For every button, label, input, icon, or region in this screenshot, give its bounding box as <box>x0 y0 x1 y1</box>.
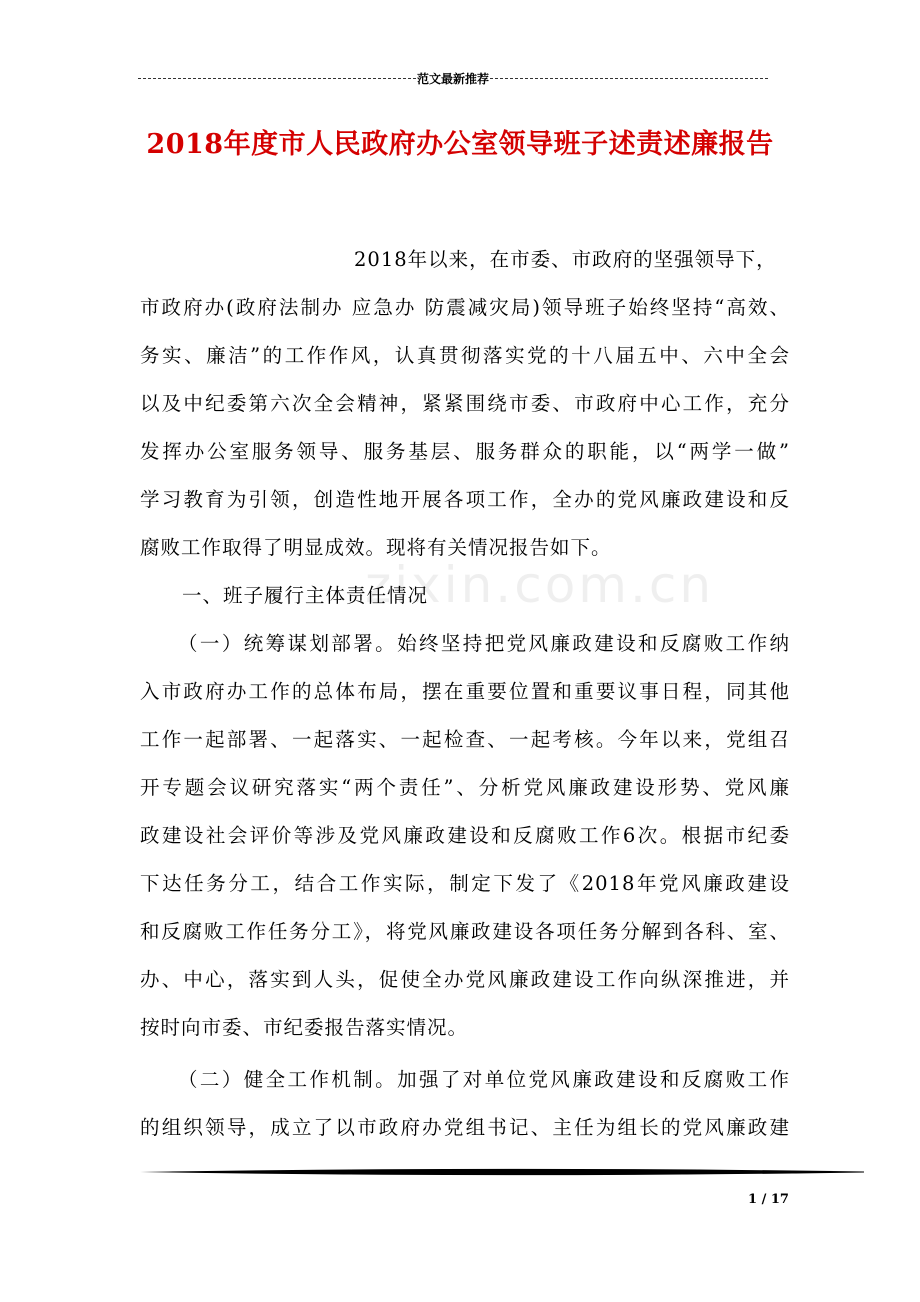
document-title: 2018年度市人民政府办公室领导班子述责述廉报告 <box>146 129 774 160</box>
section-heading: 一、班子履行主体责任情况 <box>182 584 429 607</box>
header-banner <box>138 68 768 88</box>
paragraph-line: 开专题会议研究落实“两个责任”、分析党风廉政建设形势、党风廉 <box>140 776 790 799</box>
paragraph-line: 2018年以来，在市委、市政府的坚强领导下， <box>354 248 777 271</box>
paragraph-line: 的组织领导，成立了以市政府办党组书记、主任为组长的党风廉政建 <box>140 1116 790 1139</box>
paragraph-line: 下达任务分工，结合工作实际，制定下发了《2018年党风廉政建设 <box>140 872 790 895</box>
paragraph-line: 发挥办公室服务领导、服务基层、服务群众的职能，以“两学一做” <box>140 440 790 463</box>
page-number: 1 / 17 <box>748 1192 789 1207</box>
paragraph-line: 入市政府办工作的总体布局，摆在重要位置和重要议事日程，同其他 <box>140 680 790 703</box>
paragraph-line: 工作一起部署、一起落实、一起检查、一起考核。今年以来，党组召 <box>140 728 790 751</box>
header-dash-right <box>490 78 768 79</box>
paragraph-line: （一）统筹谋划部署。始终坚持把党风廉政建设和反腐败工作纳 <box>178 632 790 655</box>
watermark: zixin.com.cn <box>365 556 715 614</box>
header-banner-text: 范文最新推荐 <box>417 71 490 86</box>
document-body <box>140 236 790 1152</box>
paragraph-line: 按时向市委、市纪委报告落实情况。 <box>140 1016 469 1039</box>
paragraph-line: 市政府办(政府法制办 应急办 防震减灾局)领导班子始终坚持“高效、 <box>140 296 790 319</box>
paragraph-line: 办、中心，落实到人头，促使全办党风廉政建设工作向纵深推进，并 <box>140 968 790 991</box>
header-dash-left <box>138 78 416 79</box>
footer-rule <box>140 1166 864 1178</box>
paragraph-line: 腐败工作取得了明显成效。现将有关情况报告如下。 <box>140 536 612 559</box>
paragraph-line: 务实、廉洁”的工作作风，认真贯彻落实党的十八届五中、六中全会 <box>140 344 790 367</box>
paragraph-line: 学习教育为引领，创造性地开展各项工作，全办的党风廉政建设和反 <box>140 488 790 511</box>
paragraph-line: 和反腐败工作任务分工》，将党风廉政建设各项任务分解到各科、室、 <box>140 920 790 943</box>
paragraph-line: （二）健全工作机制。加强了对单位党风廉政建设和反腐败工作 <box>178 1068 790 1091</box>
paragraph-line: 以及中纪委第六次全会精神，紧紧围绕市委、市政府中心工作，充分 <box>140 392 790 415</box>
paragraph-line: 政建设社会评价等涉及党风廉政建设和反腐败工作6次。根据市纪委 <box>140 824 790 847</box>
